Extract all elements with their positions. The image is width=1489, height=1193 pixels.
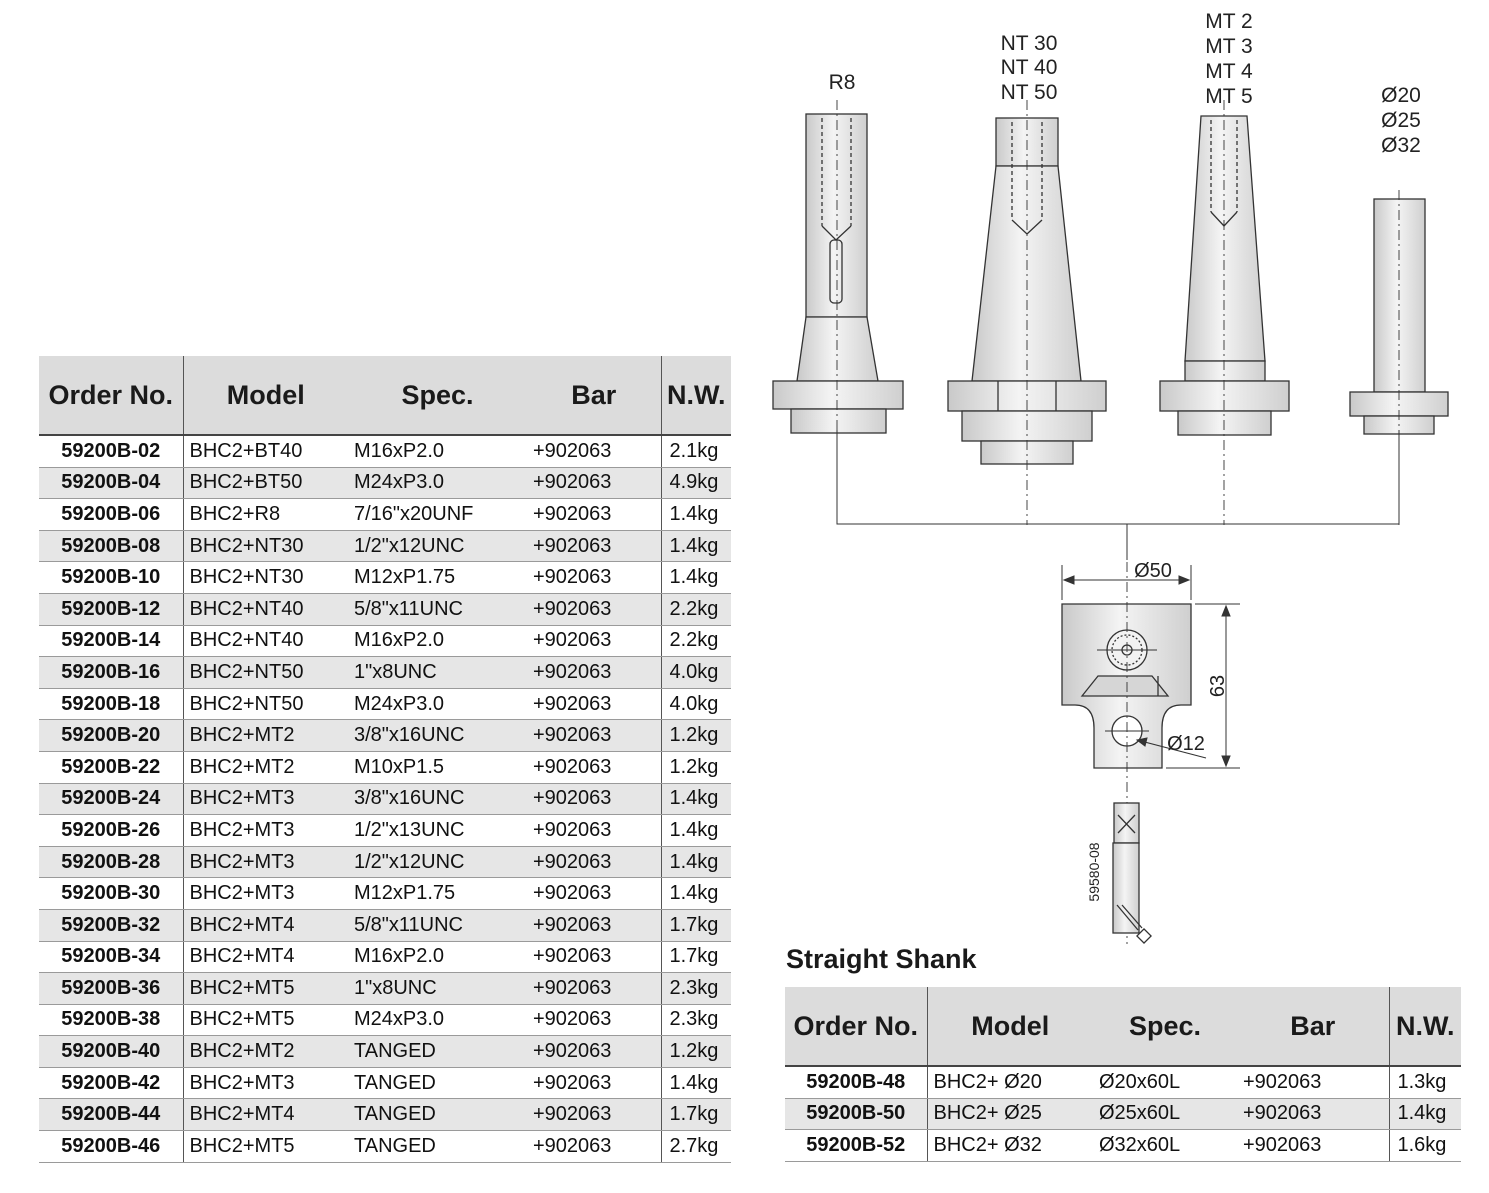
bar-cell: +902063 <box>527 783 661 815</box>
order-no-cell: 59200B-50 <box>785 1098 927 1130</box>
nw-cell: 4.9kg <box>661 467 731 499</box>
assembly-connector-lines <box>837 430 1399 560</box>
table-row <box>39 593 731 625</box>
spec-cell: 1/2"x12UNC <box>348 846 527 878</box>
nw-cell: 1.2kg <box>661 720 731 752</box>
order-no-cell: 59200B-48 <box>785 1066 927 1098</box>
bar-cell: +902063 <box>527 1004 661 1036</box>
table-row <box>785 1066 1461 1098</box>
spec-cell: M12xP1.75 <box>348 878 527 910</box>
spec-cell: TANGED <box>348 1036 527 1068</box>
bar-cell: +902063 <box>527 593 661 625</box>
nt30-label: NT 30 <box>1000 32 1058 55</box>
model-cell: BHC2+MT3 <box>183 846 348 878</box>
order-no-cell: 59200B-40 <box>39 1036 183 1068</box>
nw-cell: 1.4kg <box>661 1067 731 1099</box>
spec-cell: TANGED <box>348 1099 527 1131</box>
spec-cell: 1/2"x12UNC <box>348 530 527 562</box>
bar-cell: +902063 <box>1237 1098 1389 1130</box>
shank-dia25-label: Ø25 <box>1381 109 1421 132</box>
order-no-cell: 59200B-38 <box>39 1004 183 1036</box>
table-row <box>39 499 731 531</box>
model-cell: BHC2+ Ø20 <box>927 1066 1093 1098</box>
order-no-cell: 59200B-30 <box>39 878 183 910</box>
order-no-cell: 59200B-36 <box>39 973 183 1005</box>
spec-cell: M24xP3.0 <box>348 467 527 499</box>
model-cell: BHC2+MT4 <box>183 941 348 973</box>
shank-dia20-label: Ø20 <box>1381 84 1421 107</box>
model-cell: BHC2+NT50 <box>183 657 348 689</box>
bar-cell: +902063 <box>527 751 661 783</box>
header-bar: Bar <box>527 356 661 435</box>
model-cell: BHC2+ Ø32 <box>927 1130 1093 1162</box>
mt2-label: MT 2 <box>1205 10 1253 33</box>
spec-cell: Ø32x60L <box>1093 1130 1237 1162</box>
nw-cell: 1.7kg <box>661 941 731 973</box>
bar-cell: +902063 <box>527 1099 661 1131</box>
header-spec: Spec. <box>348 356 527 435</box>
table-row <box>39 530 731 562</box>
nw-cell: 2.2kg <box>661 593 731 625</box>
order-no-cell: 59200B-02 <box>39 435 183 467</box>
spec-cell: M16xP2.0 <box>348 435 527 467</box>
model-cell: BHC2+BT50 <box>183 467 348 499</box>
table-row <box>39 1036 731 1068</box>
model-cell: BHC2+NT50 <box>183 688 348 720</box>
order-no-cell: 59200B-12 <box>39 593 183 625</box>
nw-cell: 1.6kg <box>1389 1130 1461 1162</box>
mt-holder-drawing <box>1160 100 1289 525</box>
nt50-label: NT 50 <box>1000 81 1058 104</box>
spec-cell: 3/8"x16UNC <box>348 720 527 752</box>
spec-cell: 3/8"x16UNC <box>348 783 527 815</box>
bar-cell: +902063 <box>527 1067 661 1099</box>
bar-cell: +902063 <box>527 941 661 973</box>
spec-cell: 1"x8UNC <box>348 973 527 1005</box>
header-order-no: Order No. <box>39 356 183 435</box>
nw-cell: 1.4kg <box>1389 1098 1461 1130</box>
table-row <box>39 783 731 815</box>
bar-cell: +902063 <box>527 688 661 720</box>
spec-cell: 5/8"x11UNC <box>348 593 527 625</box>
header-model: Model <box>927 987 1093 1066</box>
mt5-label: MT 5 <box>1205 85 1253 108</box>
order-no-cell: 59200B-20 <box>39 720 183 752</box>
spec-cell: M16xP2.0 <box>348 941 527 973</box>
nw-cell: 1.2kg <box>661 1036 731 1068</box>
model-cell: BHC2+MT3 <box>183 1067 348 1099</box>
model-cell: BHC2+MT3 <box>183 783 348 815</box>
nw-cell: 1.4kg <box>661 499 731 531</box>
order-no-cell: 59200B-08 <box>39 530 183 562</box>
table-row <box>39 657 731 689</box>
bar-cell: +902063 <box>527 973 661 1005</box>
header-model: Model <box>183 356 348 435</box>
bar-cell: +902063 <box>527 625 661 657</box>
straight-shank-table <box>785 987 1461 1162</box>
model-cell: BHC2+MT4 <box>183 909 348 941</box>
table-row <box>39 846 731 878</box>
order-no-cell: 59200B-04 <box>39 467 183 499</box>
boring-bar-drawing <box>1113 803 1151 943</box>
model-cell: BHC2+NT30 <box>183 562 348 594</box>
table-row <box>785 1098 1461 1130</box>
table-row <box>39 878 731 910</box>
nw-cell: 1.4kg <box>661 846 731 878</box>
nw-cell: 2.7kg <box>661 1131 731 1163</box>
shank-dia32-label: Ø32 <box>1381 134 1421 157</box>
model-cell: BHC2+MT2 <box>183 1036 348 1068</box>
nw-cell: 1.4kg <box>661 783 731 815</box>
nw-cell: 1.7kg <box>661 909 731 941</box>
header-spec: Spec. <box>1093 987 1237 1066</box>
order-no-cell: 59200B-34 <box>39 941 183 973</box>
bar-cell: +902063 <box>527 467 661 499</box>
spec-cell: M12xP1.75 <box>348 562 527 594</box>
header-bar: Bar <box>1237 987 1389 1066</box>
model-cell: BHC2+MT3 <box>183 878 348 910</box>
model-cell: BHC2+MT2 <box>183 751 348 783</box>
nw-cell: 4.0kg <box>661 688 731 720</box>
spec-cell: M24xP3.0 <box>348 688 527 720</box>
order-no-cell: 59200B-46 <box>39 1131 183 1163</box>
spec-cell: 5/8"x11UNC <box>348 909 527 941</box>
bar-cell: +902063 <box>527 909 661 941</box>
spec-cell: TANGED <box>348 1131 527 1163</box>
header-nw: N.W. <box>1389 987 1461 1066</box>
table-row <box>39 435 731 467</box>
spec-cell: M10xP1.5 <box>348 751 527 783</box>
bar-cell: +902063 <box>527 499 661 531</box>
bar-cell: +902063 <box>527 530 661 562</box>
mt3-label: MT 3 <box>1205 35 1253 58</box>
nw-cell: 1.4kg <box>661 815 731 847</box>
nw-cell: 1.7kg <box>661 1099 731 1131</box>
dim-height-label: 63 <box>1207 674 1229 698</box>
bar-cell: +902063 <box>527 878 661 910</box>
nw-cell: 2.1kg <box>661 435 731 467</box>
header-order-no: Order No. <box>785 987 927 1066</box>
table-row <box>39 1099 731 1131</box>
dim-width-label: Ø50 <box>1134 560 1172 582</box>
table-header-row <box>785 987 1461 1066</box>
spec-cell: Ø20x60L <box>1093 1066 1237 1098</box>
table-row <box>39 1067 731 1099</box>
order-no-cell: 59200B-14 <box>39 625 183 657</box>
table-row <box>39 1004 731 1036</box>
table-row <box>39 1131 731 1163</box>
spec-cell: 7/16"x20UNF <box>348 499 527 531</box>
model-cell: BHC2+MT5 <box>183 1004 348 1036</box>
spec-cell: 1/2"x13UNC <box>348 815 527 847</box>
order-no-cell: 59200B-22 <box>39 751 183 783</box>
order-no-cell: 59200B-26 <box>39 815 183 847</box>
spec-cell: M24xP3.0 <box>348 1004 527 1036</box>
order-no-cell: 59200B-52 <box>785 1130 927 1162</box>
bar-cell: +902063 <box>527 562 661 594</box>
table-row <box>39 909 731 941</box>
r8-label: R8 <box>828 71 856 94</box>
table-row <box>39 467 731 499</box>
table-row <box>39 815 731 847</box>
model-cell: BHC2+MT4 <box>183 1099 348 1131</box>
order-no-cell: 59200B-06 <box>39 499 183 531</box>
order-no-cell: 59200B-10 <box>39 562 183 594</box>
nw-cell: 2.3kg <box>661 973 731 1005</box>
straight-shank-title: Straight Shank <box>786 944 977 974</box>
model-cell: BHC2+NT40 <box>183 625 348 657</box>
bar-cell: +902063 <box>527 1036 661 1068</box>
table-row <box>39 688 731 720</box>
model-cell: BHC2+NT40 <box>183 593 348 625</box>
order-no-cell: 59200B-32 <box>39 909 183 941</box>
table-row <box>39 751 731 783</box>
bar-cell: +902063 <box>527 435 661 467</box>
spec-cell: Ø25x60L <box>1093 1098 1237 1130</box>
model-cell: BHC2+BT40 <box>183 435 348 467</box>
bar-cell: +902063 <box>1237 1066 1389 1098</box>
table-row <box>785 1130 1461 1162</box>
nw-cell: 1.3kg <box>1389 1066 1461 1098</box>
order-no-cell: 59200B-24 <box>39 783 183 815</box>
nw-cell: 1.4kg <box>661 878 731 910</box>
model-cell: BHC2+MT2 <box>183 720 348 752</box>
spec-cell: M16xP2.0 <box>348 625 527 657</box>
model-cell: BHC2+NT30 <box>183 530 348 562</box>
model-cell: BHC2+MT5 <box>183 973 348 1005</box>
nt40-label: NT 40 <box>1000 56 1058 79</box>
table-row <box>39 720 731 752</box>
model-cell: BHC2+MT5 <box>183 1131 348 1163</box>
table-row <box>39 941 731 973</box>
order-no-cell: 59200B-44 <box>39 1099 183 1131</box>
order-no-cell: 59200B-28 <box>39 846 183 878</box>
dim-bore-label: Ø12 <box>1167 733 1205 755</box>
nw-cell: 2.2kg <box>661 625 731 657</box>
r8-holder-drawing <box>773 100 903 520</box>
nw-cell: 1.2kg <box>661 751 731 783</box>
spec-cell: 1"x8UNC <box>348 657 527 689</box>
model-cell: BHC2+R8 <box>183 499 348 531</box>
bar-part-number: 59580-08 <box>1086 842 1102 902</box>
table-row <box>39 973 731 1005</box>
table-header-row <box>39 356 731 435</box>
nw-cell: 1.4kg <box>661 530 731 562</box>
nt-holder-drawing <box>948 100 1106 525</box>
header-nw: N.W. <box>661 356 731 435</box>
nw-cell: 1.4kg <box>661 562 731 594</box>
bar-cell: +902063 <box>1237 1130 1389 1162</box>
bar-cell: +902063 <box>527 1131 661 1163</box>
nw-cell: 2.3kg <box>661 1004 731 1036</box>
table-row <box>39 562 731 594</box>
bar-cell: +902063 <box>527 815 661 847</box>
bar-cell: +902063 <box>527 657 661 689</box>
model-cell: BHC2+ Ø25 <box>927 1098 1093 1130</box>
mt4-label: MT 4 <box>1205 60 1253 83</box>
order-no-cell: 59200B-16 <box>39 657 183 689</box>
table-row <box>39 625 731 657</box>
bar-cell: +902063 <box>527 846 661 878</box>
order-no-cell: 59200B-18 <box>39 688 183 720</box>
bar-cell: +902063 <box>527 720 661 752</box>
main-spec-table <box>39 356 731 1163</box>
spec-cell: TANGED <box>348 1067 527 1099</box>
order-no-cell: 59200B-42 <box>39 1067 183 1099</box>
model-cell: BHC2+MT3 <box>183 815 348 847</box>
nw-cell: 4.0kg <box>661 657 731 689</box>
